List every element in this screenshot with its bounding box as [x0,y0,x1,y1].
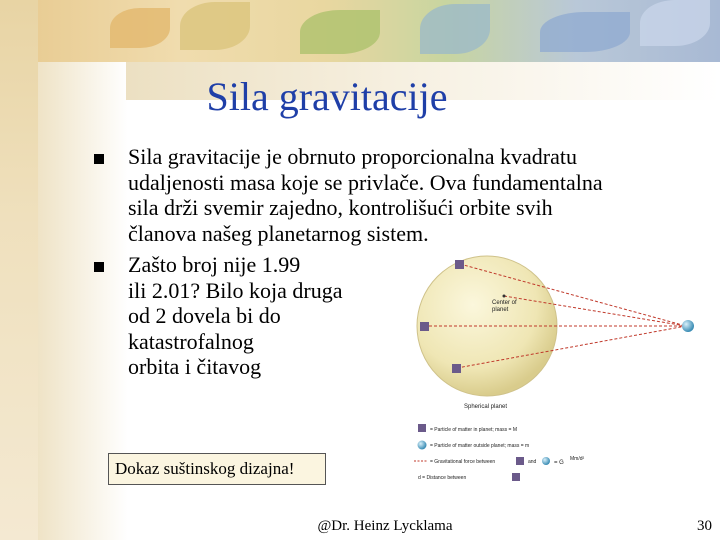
particle-inside [452,364,461,373]
legend-text: d = Distance between [418,475,467,481]
bullet-icon [94,262,104,272]
legend-pair-particle-icon [516,457,524,465]
planet-center-point [503,295,506,298]
planet-label: Spherical planet [464,404,508,410]
leaf-decoration [420,4,490,54]
legend-text: = Gravitational force between [430,459,496,465]
text-line: Zašto broj nije 1.99 [128,252,301,277]
leaf-decoration [110,8,170,48]
legend-text: = Particle of matter outside planet; mass = m [430,443,530,449]
legend-particle-icon [418,424,426,432]
bullet-icon [94,154,104,164]
bullet-text-2 [128,252,342,380]
legend-outside-icon [418,441,427,450]
text-line: članova našeg planetarnog sistem. [128,220,429,246]
text-line: orbita i čitavog [128,354,262,379]
text-line: katastrofalnog [128,328,254,354]
center-label-line: planet [492,307,509,313]
text-line: sila drži svemir zajedno, kontrolišući orbite svih [128,195,553,220]
legend-formula-fraction: Mm/d² [570,456,585,462]
center-label-line: Center of [492,300,517,306]
leaf-decoration [180,2,250,50]
text-line: Sila gravitacije je obrnuto proporcionalna kvadratu [128,144,578,169]
particle-inside [455,260,464,269]
text-line: udaljenosti masa koje se privlače. Ova fundamentalna [128,169,603,195]
gravity-diagram [404,246,704,484]
bullet-text-1 [128,144,603,246]
text-line: ili 2.01? Bilo koja druga [128,277,343,303]
leaf-decoration [640,0,710,46]
outside-particle-icon [682,320,694,332]
callout-box: Dokaz suštinskog dizajna! [108,453,326,485]
footer-author: @Dr. Heinz Lycklama [317,518,453,534]
legend-formula: = G [554,460,564,466]
particle-inside [420,322,429,331]
text-line: od 2 dovela bi do [128,303,281,328]
legend-distance-particle-icon [512,473,520,481]
decorative-top-band [0,0,720,62]
slide-title: Sila gravitacije [206,74,448,119]
page-number: 30 [697,518,712,534]
leaf-decoration [540,12,630,52]
leaf-decoration [300,10,380,54]
legend-pair-outside-icon [542,457,550,465]
legend-and: and [528,459,537,465]
legend-text: = Particle of matter in planet; mass = M [430,427,517,433]
